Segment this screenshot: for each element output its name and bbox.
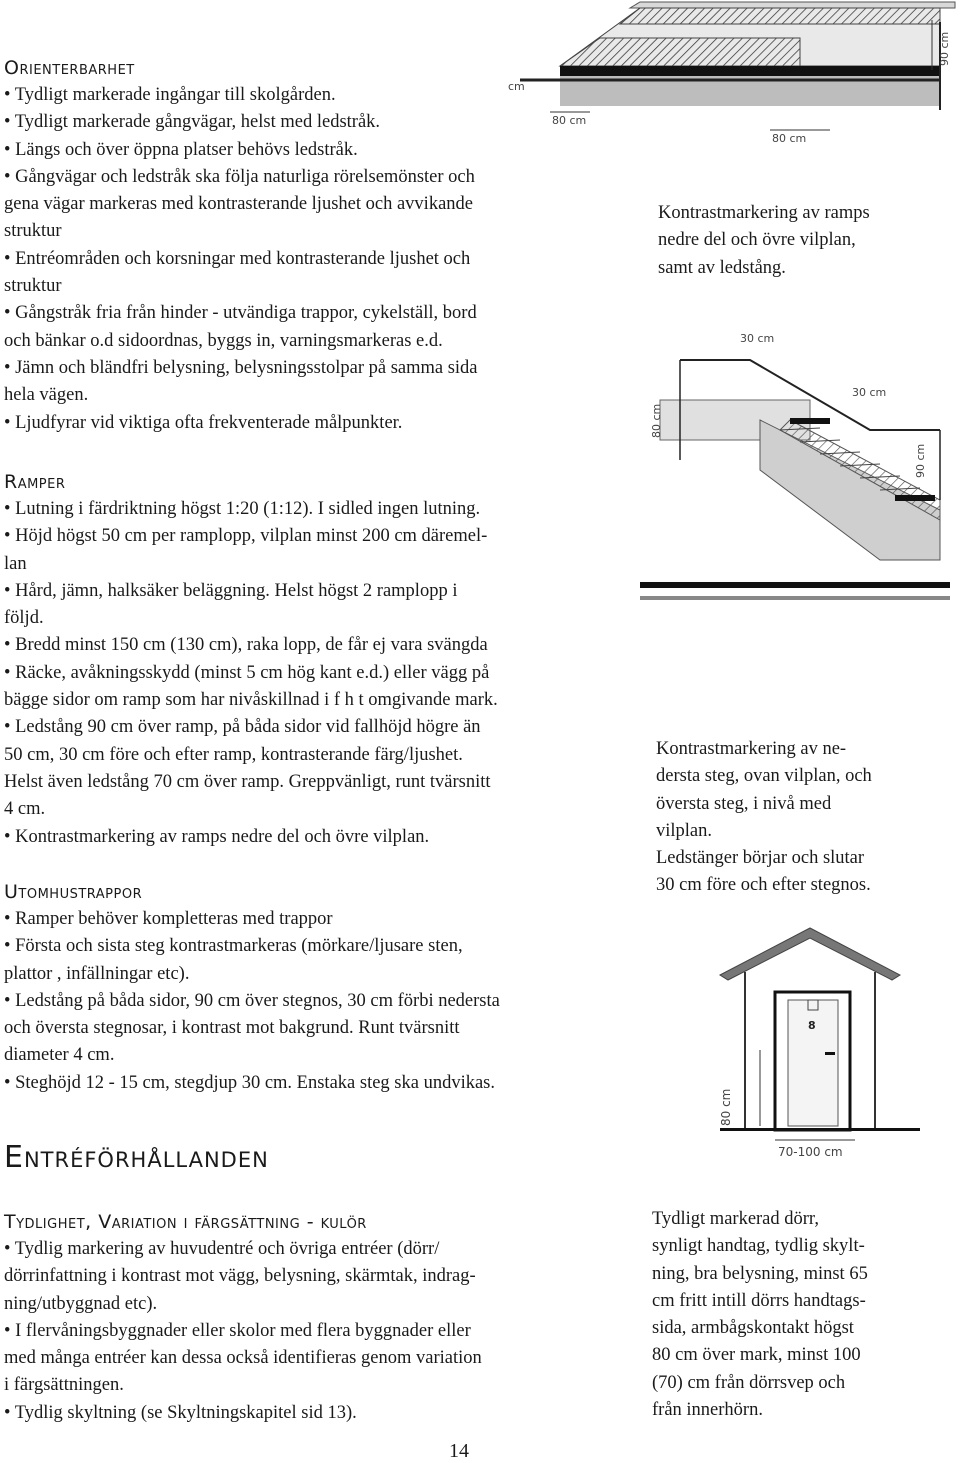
caption-line: dersta steg, ovan vilplan, och <box>656 766 872 787</box>
text-line: • Tydligt markerade ingångar till skolgården. <box>4 85 336 105</box>
text-line: dörrinfattning i kontrast mot vägg, belysning, skärmtak, indrag- <box>4 1266 476 1287</box>
door-ground-line <box>720 1128 920 1131</box>
text-line: • Gångvägar och ledstråk ska följa naturliga rörelsemönster och <box>4 166 475 187</box>
text-line: • Steghöjd 12 - 15 cm, stegdjup 30 cm. Enstaka steg ska undvikas. <box>4 1072 496 1093</box>
text-line: gena vägar markeras med kontrasterande ljushet och avvikande <box>4 194 473 215</box>
caption-line: Kontrastmarkering av ramps <box>658 203 870 223</box>
section-entre <box>4 1140 588 1175</box>
text-line: struktur <box>4 276 62 297</box>
heading-utomhustrappor: Utomhustrappor <box>4 881 143 903</box>
ramp-label-90: 90 cm <box>938 31 951 66</box>
caption-line: ning, bra belysning, minst 65 <box>652 1263 868 1284</box>
page-number: 14 <box>449 1440 469 1462</box>
caption-line: översta steg, i nivå med <box>656 793 832 814</box>
subheading-tydlighet: Tydlighet, Variation i färgsättning - kulör <box>4 1211 367 1233</box>
ramp-illustration <box>500 0 960 160</box>
ramp-edge <box>560 66 940 76</box>
text-line: • Bredd minst 150 cm (130 cm), raka lopp, de får ej vara svängda <box>4 635 488 656</box>
text-line: • Tydlig skyltning (se Skyltningskapitel sid 13). <box>4 1402 357 1423</box>
text-line: plattor , infällningar etc). <box>4 963 190 984</box>
text-line: • Ljudfyrar vid viktiga ofta frekventerade målpunkter. <box>4 412 403 433</box>
text-line: • Entréområden och korsningar med kontrasterande ljushet och <box>4 248 471 269</box>
ramp-label-80b: 80 cm <box>772 132 807 145</box>
text-line: struktur <box>4 221 62 242</box>
caption-line: nedre del och övre vilplan, <box>658 230 856 251</box>
ramp-top-platform <box>630 2 955 8</box>
heading-entreforhallanden: Entréförhållanden <box>4 1140 269 1175</box>
door-label-80: 80 cm <box>719 1088 733 1126</box>
ramp-label-cm: cm <box>508 80 525 93</box>
caption-line: 80 cm över mark, minst 100 <box>652 1345 861 1366</box>
caption-ramp <box>658 200 948 282</box>
text-line: • I flervåningsbyggnader eller skolor med flera byggnader eller <box>4 1320 471 1341</box>
utomhustrappor-text <box>4 906 588 1097</box>
door-number: 8 <box>808 1019 816 1032</box>
caption-line: från innerhörn. <box>652 1400 763 1421</box>
text-line: • Lutning i färdriktning högst 1:20 (1:12). I sidled ingen lutning. <box>4 499 481 519</box>
stair-label-80: 80 cm <box>650 403 663 438</box>
caption-line: cm fritt intill dörrs handtags- <box>652 1290 866 1311</box>
caption-line: (70) cm från dörrsvep och <box>652 1372 846 1393</box>
section-entre-body <box>4 1210 588 1427</box>
ramp-top-marking <box>620 8 940 24</box>
text-line: • Första och sista steg kontrastmarkeras (mörkare/ljusare sten, <box>4 936 463 957</box>
stair-label-30a: 30 cm <box>740 332 775 345</box>
text-line: i färgsättningen. <box>4 1375 124 1396</box>
heading-orienterbarhet: Orienterbarhet <box>4 57 135 79</box>
text-line: • Ramper behöver kompletteras med trappor <box>4 909 333 929</box>
text-line: • Längs och över öppna platser behövs ledstråk. <box>4 139 358 160</box>
stair-ground-line <box>640 582 950 588</box>
text-line: 50 cm, 30 cm före och efter ramp, kontrasterande färg/ljushet. <box>4 744 463 765</box>
text-line: • Ledstång 90 cm över ramp, på båda sidor vid fallhöjd högre än <box>4 717 481 738</box>
text-line: och bänkar o.d sidoordnas, byggs in, varningsmarkeras e.d. <box>4 330 443 351</box>
caption-door <box>652 1206 942 1424</box>
door-handle <box>825 1052 835 1055</box>
door-label-width: 70-100 cm <box>778 1145 843 1159</box>
text-line: 4 cm. <box>4 799 46 820</box>
caption-stair <box>656 736 946 900</box>
text-line: • Jämn och bländfri belysning, belysningsstolpar på samma sida <box>4 357 478 378</box>
section-utomhustrappor <box>4 880 588 1097</box>
entre-text <box>4 1236 588 1427</box>
stair-label-30b: 30 cm <box>852 386 887 399</box>
stair-top-marking <box>790 418 830 424</box>
caption-line: vilplan. <box>656 820 713 841</box>
stair-bottom-marking <box>895 495 935 501</box>
text-line: ning/utbyggnad etc). <box>4 1293 158 1314</box>
text-line: • Höjd högst 50 cm per ramplopp, vilplan minst 200 cm däremel- <box>4 526 488 547</box>
door-roof <box>720 928 900 980</box>
text-line: • Kontrastmarkering av ramps nedre del och övre vilplan. <box>4 826 430 847</box>
caption-line: Ledstänger börjar och slutar <box>656 848 865 869</box>
text-line: bägge sidor om ramp som har nivåskillnad i f h t omgivande mark. <box>4 690 498 711</box>
text-line: • Räcke, avåkningsskydd (minst 5 cm hög kant e.d.) eller vägg på <box>4 662 490 683</box>
stair-label-90: 90 cm <box>914 443 927 478</box>
door-illustration <box>680 920 940 1160</box>
text-line: följd. <box>4 608 44 629</box>
text-line: • Gångstråk fria från hinder - utvändiga trappor, cykelställ, bord <box>4 303 477 324</box>
text-line: • Tydlig markering av huvudentré och övriga entréer (dörr/ <box>4 1239 440 1259</box>
caption-line: samt av ledstång. <box>658 257 786 278</box>
text-line: med många entréer kan dessa också identifieras genom variation <box>4 1348 482 1369</box>
heading-ramper: Ramper <box>4 471 66 493</box>
ramp-contrast-marking <box>560 38 800 66</box>
text-line: och översta stegnosar, i kontrast mot bakgrund. Runt tvärsnitt <box>4 1018 460 1039</box>
caption-line: Tydligt markerad dörr, <box>652 1209 819 1229</box>
caption-line: 30 cm före och efter stegnos. <box>656 875 871 896</box>
text-line: • Ledstång på båda sidor, 90 cm över stegnos, 30 cm förbi nedersta <box>4 990 500 1011</box>
ramp-label-80a: 80 cm <box>552 114 587 127</box>
text-line: • Hård, jämn, halksäker beläggning. Helst högst 2 ramplopp i <box>4 580 458 601</box>
text-line: Helst även ledstång 70 cm över ramp. Greppvänligt, runt tvärsnitt <box>4 771 491 792</box>
caption-line: synligt handtag, tydlig skylt- <box>652 1236 865 1257</box>
text-line: hela vägen. <box>4 385 89 406</box>
ramper-text <box>4 496 588 851</box>
text-line: lan <box>4 553 27 574</box>
text-line: • Tydligt markerade gångvägar, helst med ledstråk. <box>4 112 381 133</box>
text-line: diameter 4 cm. <box>4 1045 115 1066</box>
caption-line: Kontrastmarkering av ne- <box>656 739 847 759</box>
section-ramper <box>4 470 588 851</box>
stair-illustration <box>640 320 950 620</box>
caption-line: sida, armbågskontakt högst <box>652 1318 854 1339</box>
